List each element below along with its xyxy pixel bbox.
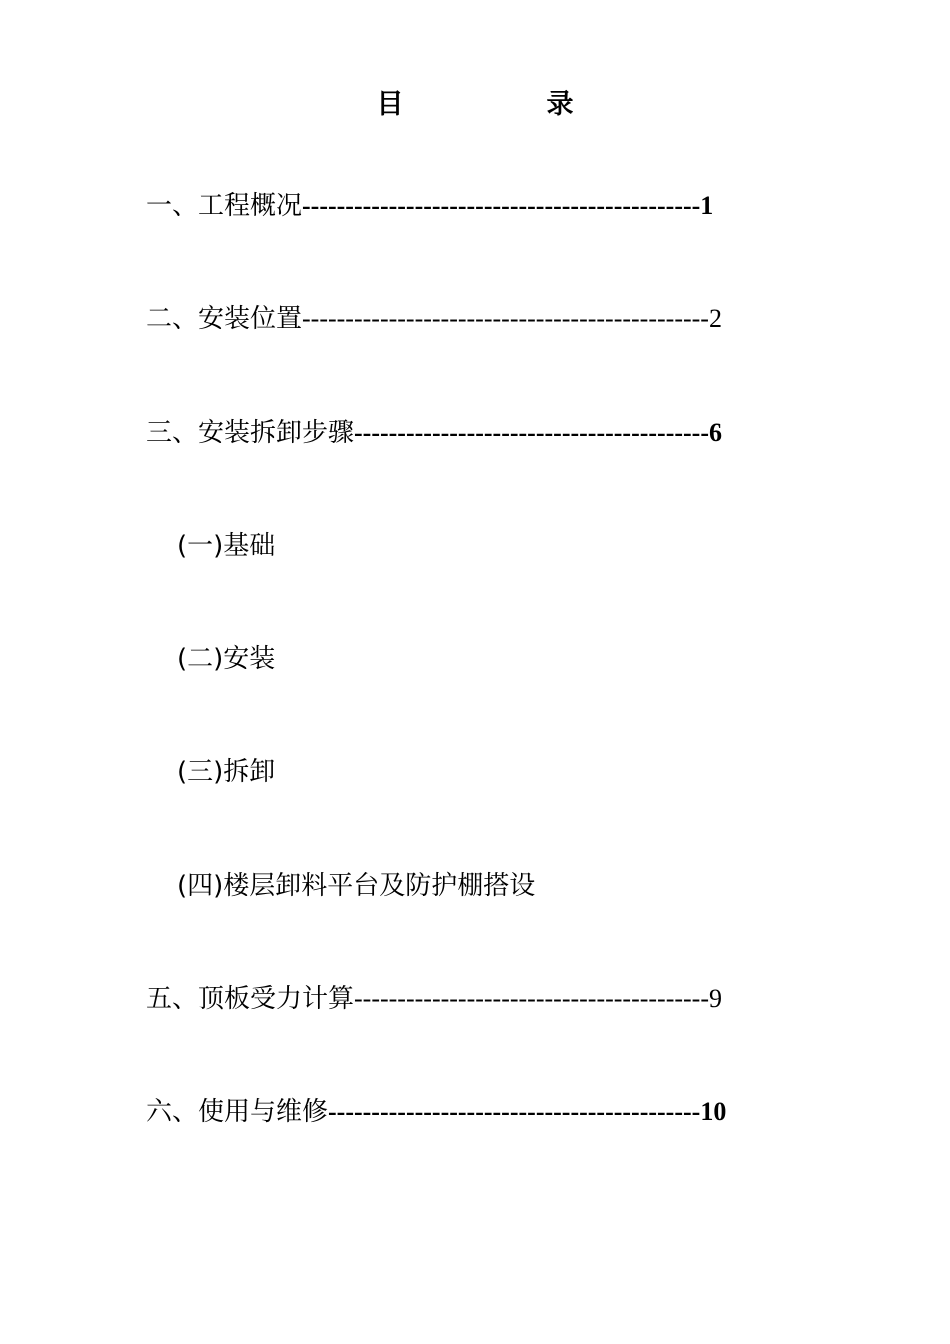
toc-entry-project-overview[interactable] bbox=[146, 186, 806, 299]
toc-subentry-dismantling[interactable] bbox=[146, 752, 806, 865]
toc-leader: ------------------------------------------- bbox=[328, 1097, 701, 1127]
toc-entry-label: (二)安装 bbox=[177, 644, 276, 675]
toc-entry-roof-calculation[interactable] bbox=[146, 979, 806, 1092]
toc-leader: ---------------------------------------------- bbox=[302, 191, 701, 220]
toc-leader: ----------------------------------------------- bbox=[302, 304, 709, 334]
toc-entry-use-maintenance[interactable] bbox=[146, 1092, 806, 1205]
toc-page-number: 9 bbox=[709, 984, 723, 1014]
toc-entry-label: (三)拆卸 bbox=[177, 757, 276, 788]
toc-subentry-platform[interactable] bbox=[146, 866, 806, 979]
toc-subentry-foundation[interactable] bbox=[146, 526, 806, 639]
toc-entry-label: (四)楼层卸料平台及防护棚搭设 bbox=[177, 870, 536, 901]
toc-entry-label: 三、安装拆卸步骤 bbox=[146, 417, 355, 448]
toc-entry-label: (一)基础 bbox=[177, 530, 276, 561]
toc-page-number: 2 bbox=[708, 304, 722, 334]
toc-entry-install-steps[interactable] bbox=[146, 413, 806, 526]
toc-entry-label: 一、工程概况 bbox=[146, 191, 303, 221]
toc-page-number: 10 bbox=[700, 1097, 727, 1127]
toc-page-number: 6 bbox=[709, 417, 723, 447]
toc-subentry-installation[interactable] bbox=[146, 639, 806, 752]
table-of-contents bbox=[146, 186, 806, 1206]
toc-leader: ----------------------------------------- bbox=[354, 984, 710, 1014]
toc-entry-label: 二、安装位置 bbox=[146, 304, 303, 335]
toc-entry-label: 六、使用与维修 bbox=[146, 1097, 329, 1128]
toc-leader: ----------------------------------------- bbox=[354, 417, 710, 447]
toc-entry-label: 五、顶板受力计算 bbox=[146, 984, 355, 1015]
toc-entry-install-location[interactable] bbox=[146, 299, 806, 412]
toc-page-number: 1 bbox=[700, 191, 714, 220]
toc-title: 目 录 bbox=[376, 89, 632, 120]
